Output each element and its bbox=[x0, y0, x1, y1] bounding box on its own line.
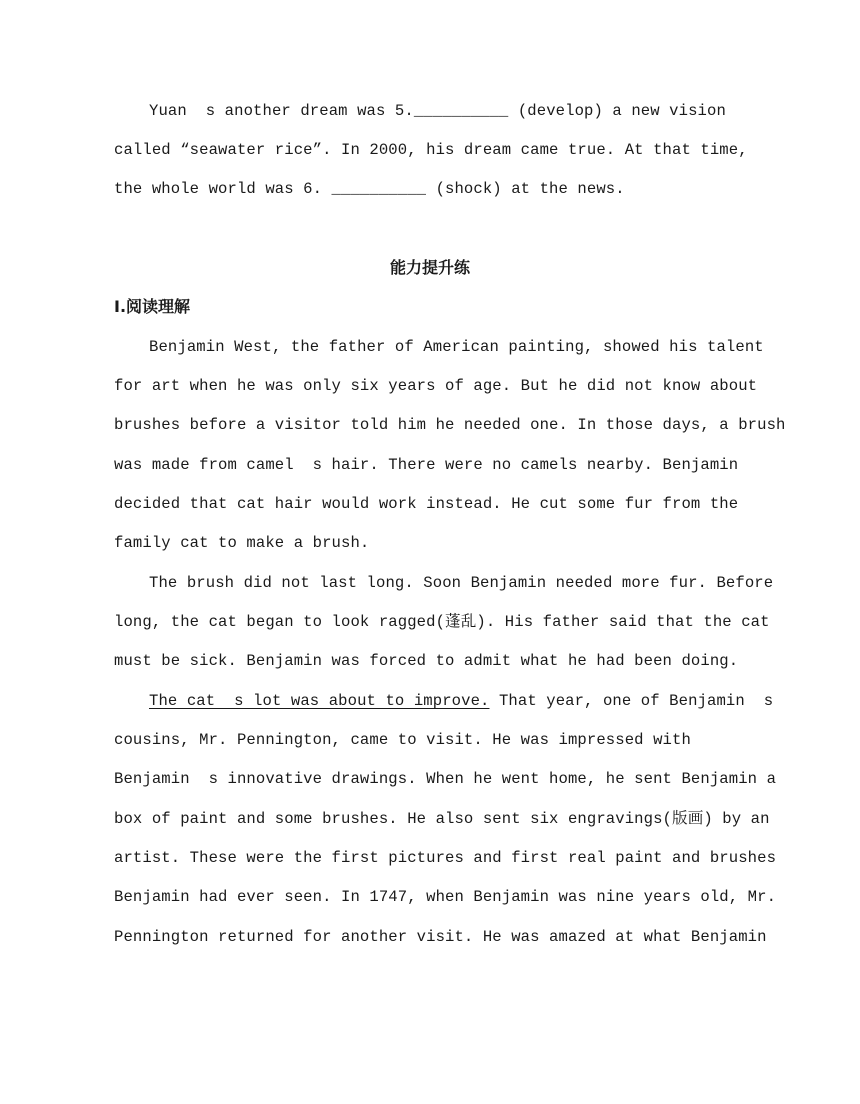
passage-line: The brush did not last long. Soon Benjamin needed more fur. Before bbox=[149, 574, 774, 592]
passage-line: brushes before a visitor told him he needed one. In those days, a brush bbox=[114, 416, 786, 434]
passage-line: for art when he was only six years of age. But he did not know about bbox=[114, 377, 758, 395]
passage-line: family cat to make a brush. bbox=[114, 534, 370, 552]
passage-line: Pennington returned for another visit. He was amazed at what Benjamin bbox=[114, 928, 767, 946]
exercise-line-1: Yuan s another dream was 5.__________ (develop) a new vision bbox=[149, 102, 726, 120]
passage-line: box of paint and some brushes. He also sent six engravings(版画) by an bbox=[114, 810, 770, 828]
passage-line: artist. These were the first pictures and first real paint and brushes bbox=[114, 849, 777, 867]
passage-line: Benjamin s innovative drawings. When he went home, he sent Benjamin a bbox=[114, 770, 777, 788]
subsection-title: Ⅰ.阅读理解 bbox=[114, 297, 191, 316]
passage-line: was made from camel s hair. There were no camels nearby. Benjamin bbox=[114, 456, 739, 474]
passage-line: Benjamin had ever seen. In 1747, when Benjamin was nine years old, Mr. bbox=[114, 888, 777, 906]
passage-line: Benjamin West, the father of American painting, showed his talent bbox=[149, 338, 764, 356]
section-title: 能力提升练 bbox=[389, 258, 470, 277]
exercise-line-3: the whole world was 6. __________ (shock) at the news. bbox=[114, 180, 625, 198]
passage-line: decided that cat hair would work instead. He cut some fur from the bbox=[114, 495, 739, 513]
passage-line: long, the cat began to look ragged(蓬乱). His father said that the cat bbox=[114, 613, 770, 631]
passage-line bbox=[149, 691, 774, 711]
passage-line: cousins, Mr. Pennington, came to visit. He was impressed with bbox=[114, 731, 691, 749]
passage-line: must be sick. Benjamin was forced to admit what he had been doing. bbox=[114, 652, 739, 670]
passage-text: That year, one of Benjamin s bbox=[489, 692, 774, 710]
exercise-line-2: called “seawater rice”. In 2000, his dream came true. At that time, bbox=[114, 141, 748, 159]
underlined-sentence: The cat s lot was about to improve. bbox=[149, 692, 490, 710]
